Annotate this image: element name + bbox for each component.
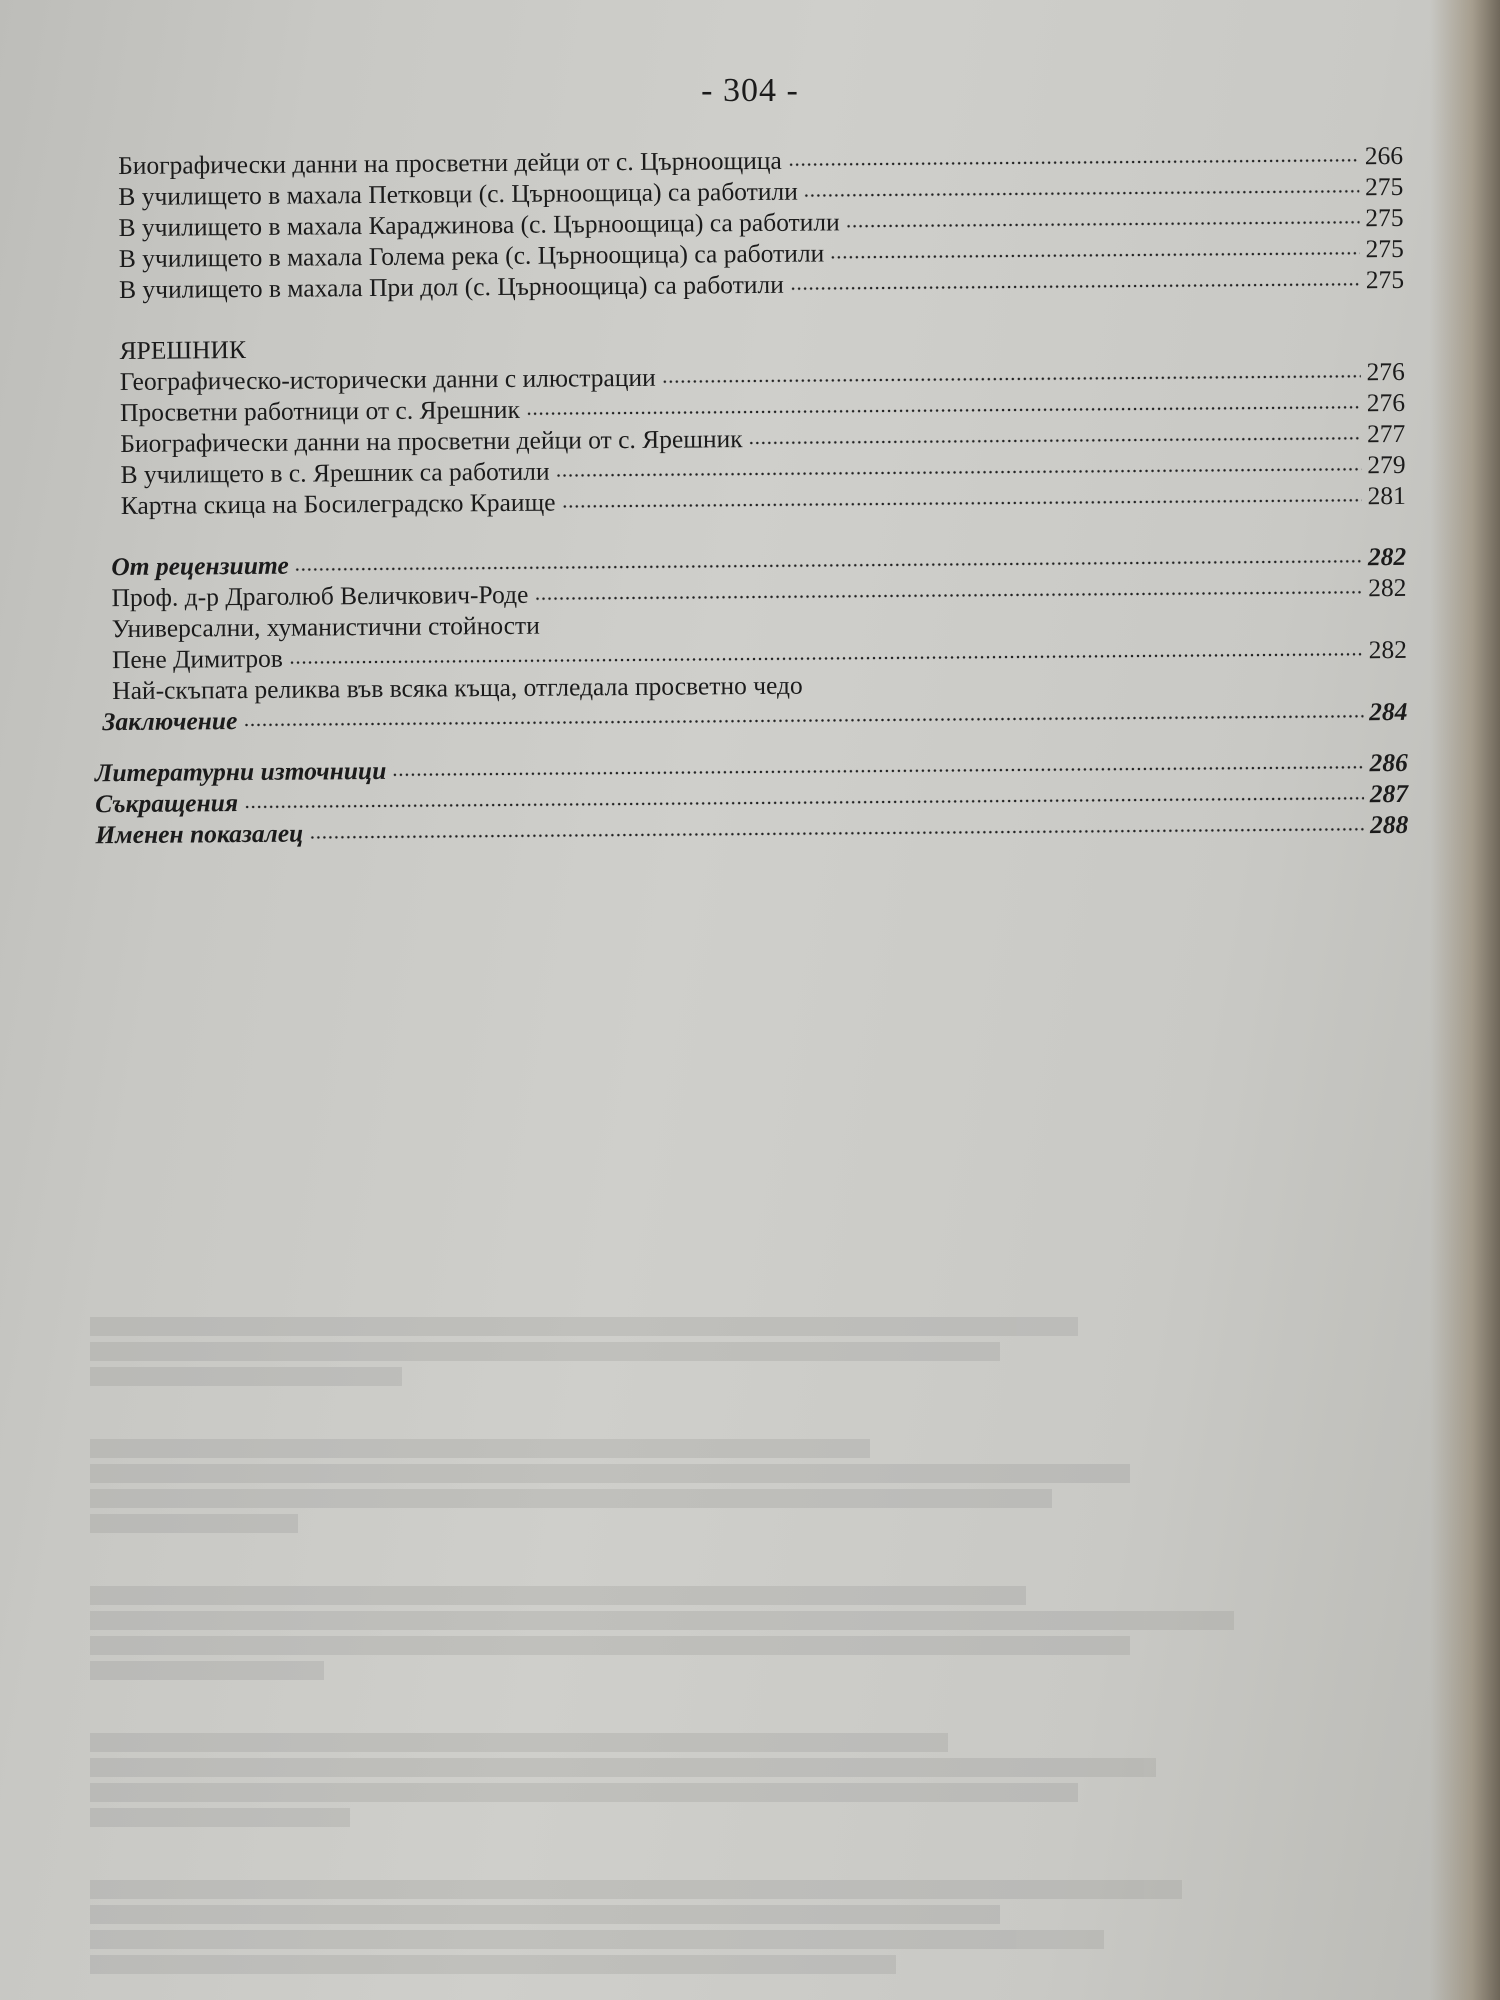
toc-entry-title: Биографически данни на просветни дейци от с. Ярешник (120, 424, 743, 458)
toc-entry-title: Именен показалец (95, 818, 304, 850)
leader-dots (804, 188, 1359, 198)
leader-dots (244, 795, 1364, 810)
toc-entry-page: 275 (1365, 264, 1405, 295)
leader-dots (788, 157, 1359, 167)
toc-entry-page: 275 (1365, 202, 1404, 233)
toc-entry-page: 266 (1364, 140, 1404, 171)
page-number: - 304 - (701, 72, 799, 109)
leader-dots (846, 219, 1360, 229)
toc-entry-page: 279 (1367, 449, 1406, 480)
toc-entry-title: В училището в махала Голема река (с. Църноощица) са работили (118, 238, 825, 273)
toc-entry-page: 276 (1366, 387, 1406, 418)
toc-entry-title: Проф. д-р Драголюб Величкович-Роде (111, 579, 529, 613)
toc-entry-title: В училището в с. Ярешник са работили (120, 456, 550, 489)
leader-dots (526, 404, 1361, 417)
leader-dots (295, 558, 1362, 572)
toc-entry-title: В училището в махала Петковци (с. Църноощица) са работили (118, 176, 798, 211)
toc-entry-subtitle: Най-скъпата реликва във всяка къща, отгледала просветно чедо (112, 670, 803, 706)
toc-entry-title: Пене Димитров (111, 643, 284, 675)
toc-entry-title: Заключение (102, 706, 238, 737)
toc-entry-title: В училището в махала При дол (с. Църноощица) са работили (118, 269, 784, 304)
toc-entry-title: Биографически данни на просветни дейци от с. Църноощица (118, 145, 782, 180)
toc-entry-title: Географическо-исторически данни с илюстрации (119, 362, 656, 396)
leader-dots (309, 826, 1364, 840)
toc-entry-page: 277 (1366, 418, 1406, 449)
leader-dots (392, 764, 1363, 778)
toc-entry-page: 286 (1369, 747, 1408, 778)
bleed-through-texture (90, 1020, 1390, 1980)
leader-dots (561, 497, 1361, 509)
toc-entry-page: 282 (1367, 541, 1407, 572)
toc-entry-title: Картна скица на Босилеградско Краище (120, 487, 556, 520)
toc-entry-page: 287 (1369, 778, 1409, 809)
toc-entry-page: 288 (1369, 809, 1409, 840)
toc-entry-page: 282 (1368, 572, 1407, 603)
book-gutter-shadow (1430, 0, 1500, 2000)
leader-dots (830, 250, 1359, 260)
toc-entry-page: 275 (1364, 171, 1404, 202)
leader-dots (790, 281, 1360, 291)
toc-entry-title: От рецензиите (111, 550, 289, 582)
toc-entry-page: 281 (1367, 480, 1406, 511)
toc-entry-page: 275 (1365, 233, 1404, 264)
toc-entry-title: Просветни работници от с. Ярешник (119, 394, 521, 427)
toc-entry-title: В училището в махала Караджинова (с. Църноощица) са работили (118, 207, 840, 242)
toc-entry-title: Литературни източници (94, 755, 387, 788)
leader-dots (243, 713, 1363, 728)
leader-dots (662, 373, 1361, 384)
section-heading-yareshnik: ЯРЕШНИК (119, 335, 247, 365)
toc-entry-title: Съкращения (95, 788, 239, 819)
toc-entry-page: 284 (1369, 696, 1408, 727)
table-of-contents (94, 140, 1409, 850)
toc-entry-page: 276 (1366, 356, 1405, 387)
toc-entry-page: 282 (1368, 634, 1408, 665)
leader-dots (534, 589, 1362, 602)
toc-entry-subtitle: Универсални, хуманистични стойности (111, 610, 540, 644)
leader-dots (289, 651, 1363, 665)
leader-dots (556, 466, 1362, 478)
leader-dots (749, 435, 1361, 446)
